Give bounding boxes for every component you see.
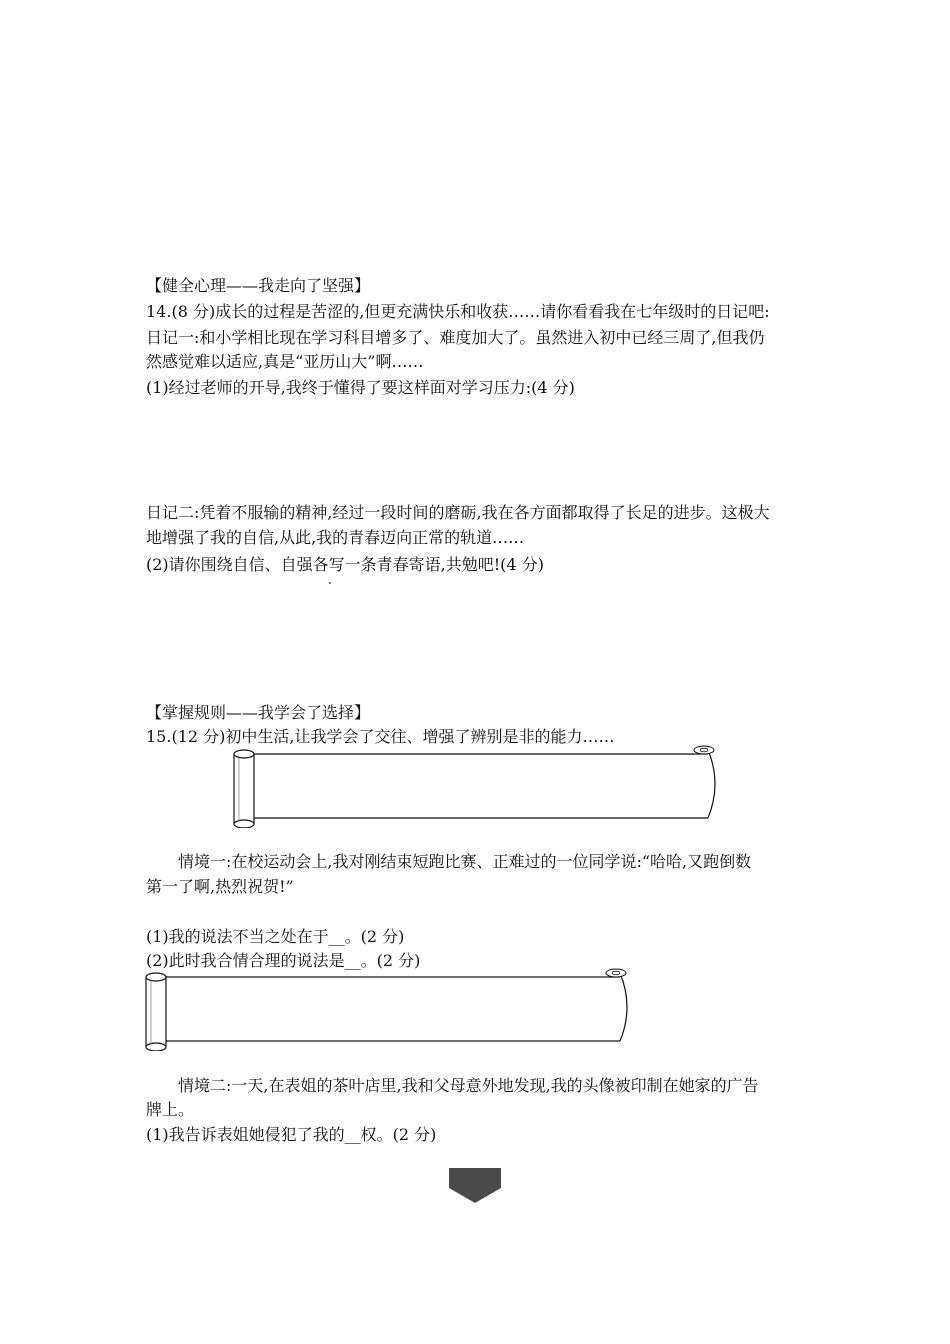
scene-2-line-1: 情境二:一天,在表姐的茶叶店里,我和父母意外地发现,我的头像被印制在她家的广告	[178, 1076, 759, 1095]
section-heading-rules: 【掌握规则——我学会了选择】	[146, 703, 371, 722]
scene-1-line-2: 第一了啊,热烈祝贺!”	[146, 877, 294, 896]
next-page-arrow-icon[interactable]	[449, 1168, 501, 1204]
diary-2-line-1: 日记二:凭着不服输的精神,经过一段时间的磨砺,我在各方面都取得了长足的进步。这极大	[146, 503, 770, 522]
question-14: 14.(8 分)成长的过程是苦涩的,但更充满快乐和收获……请你看看我在七年级时的日记吧:	[146, 302, 770, 321]
scene-1-line-1: 情境一:在校运动会上,我对刚结束短跑比赛、正难过的一位同学说:“哈哈,又跑倒数	[178, 852, 752, 871]
stray-dot	[329, 582, 331, 584]
diary-1-line-2: 然感觉难以适应,真是“亚历山大”啊……	[146, 352, 424, 371]
question-15: 15.(12 分)初中生活,让我学会了交往、增强了辨别是非的能力……	[146, 727, 615, 746]
question-15-1: (1)我的说法不当之处在于__。(2 分)	[146, 927, 405, 946]
diary-2-line-2: 地增强了我的自信,从此,我的青春迈向正常的轨道……	[146, 528, 525, 547]
diary-1-line-1: 日记一:和小学相比现在学习科目增多了、难度加大了。虽然进入初中已经三周了,但我仍	[146, 328, 765, 347]
question-14-2: (2)请你围绕自信、自强各写一条青春寄语,共勉吧!(4 分)	[146, 555, 544, 574]
section-heading-mental: 【健全心理——我走向了坚强】	[146, 276, 371, 295]
scroll-banner-icon	[230, 744, 720, 828]
question-15-2: (2)此时我合情合理的说法是__。(2 分)	[146, 951, 421, 970]
question-14-1: (1)经过老师的开导,我终于懂得了要这样面对学习压力:(4 分)	[146, 378, 575, 397]
question-15-3: (1)我告诉表姐她侵犯了我的__权。(2 分)	[146, 1125, 437, 1144]
scene-2-line-2: 牌上。	[146, 1100, 195, 1119]
scroll-banner-icon	[142, 967, 632, 1051]
